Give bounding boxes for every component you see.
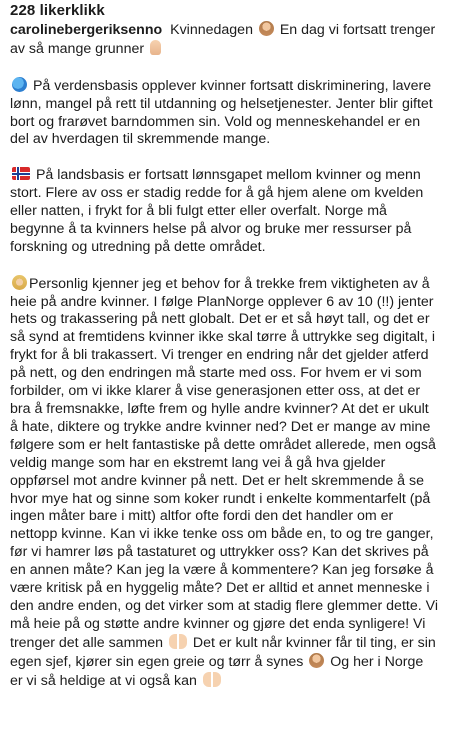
likes-count[interactable]: 228 likerklikk <box>10 2 105 19</box>
caption-text: På landsbasis er fortsatt lønnsgapet mellom kvinner og menn stort. Flere av oss er stadig redde for å gå hjem alene om kvelden eller natten, i frykt for å bli fulgt etter eller overfalt. Norge må begynne å ta kvinners helse på alvor og bruke mer ressurser på forskning og utredning på dette området. <box>10 167 424 255</box>
globe-icon <box>12 77 27 92</box>
caption-text: Kvinnedagen <box>166 22 257 38</box>
caption-text: På verdensbasis opplever kvinner fortsatt diskriminering, lavere lønn, mangel på rett til utdanning og helsetjenester. Jenter blir giftet bort og frarøvet barndommen sin. Vold og menneskehandel er en del av hverdagen til skremmende mange. <box>10 77 433 148</box>
caption-text: En dag vi fortsatt trenger av så mange grunner <box>10 22 436 57</box>
caption-text: Personlig kjenner jeg et behov for å trekke frem viktigheten av å heie på andre kvinner. I følge PlanNorge opplever 6 av 10 (!!) jenter hets og trakassering på nett globalt. Det er et så høyt tall, og det er så synd at fremtidens kvinner ikke skal tørre å uttrykke seg digitalt, i frykt for å bli trakassert. Vi trenger en endring når det gjelder atferd på nett, og den endringen må starte med oss. For hvem er vi som forbilder, om vi ikke klarer å vise generasjonen etter oss, at det er bra å fremsnakke, løfte frem og hylle andre kvinner? At det er ukult å hate, diktere og trykke andre kvinner ned? Det er mange av mine følgere som er helt fantastiske på dette området allerede, men også veldig mange som har en ekstremt lang vei å gå hva gjelder oppførsel mot andre kvinner på nett. Det er helt skremmende å se hvor mye hat og sinne som koker rundt i enkelte kommentarfelt (på ingen måter bare i mitt) altfor ofte fordi den det handler om er nettopp kvinne. Kan vi ikke tenke oss om både en, to og tre ganger, før vi hamrer løs på tastaturet og uttrykker oss? Kan det skrives på en annen måte? Kan jeg la være å kommentere? Kan jeg forsøke å være kritisk på en hyggelig måte? Det er alltid et annet menneske i den andre enden, og det virker som at stadig flere glemmer dette. Vi må heie på og støtte andre kvinner og gjøre det enda synligere! Vi trenger det alle sammen <box>10 275 438 651</box>
raised-hands-icon <box>203 672 221 687</box>
raised-hands-icon <box>169 634 187 649</box>
norway-flag-icon <box>12 167 30 180</box>
caption-paragraph-personal <box>10 275 439 691</box>
woman-raising-hand-icon <box>259 21 274 36</box>
woman-raising-hand-icon <box>309 653 324 668</box>
caption-paragraph-global <box>10 77 439 150</box>
caption-paragraph-intro <box>10 21 439 59</box>
blond-woman-icon <box>12 275 27 290</box>
post-caption <box>10 21 439 690</box>
caption-paragraph-norway <box>10 167 439 257</box>
username-link[interactable]: carolinebergeriksenno <box>10 22 163 38</box>
caption-text: Det er kult når kvinner får til ting, er sin egen sjef, kjører sin egen greie og tørr å synes <box>10 634 436 670</box>
hand-pointing-down-icon <box>150 40 161 55</box>
caption-text: Og her i Norge er vi så heldige at vi også kan <box>10 653 424 689</box>
